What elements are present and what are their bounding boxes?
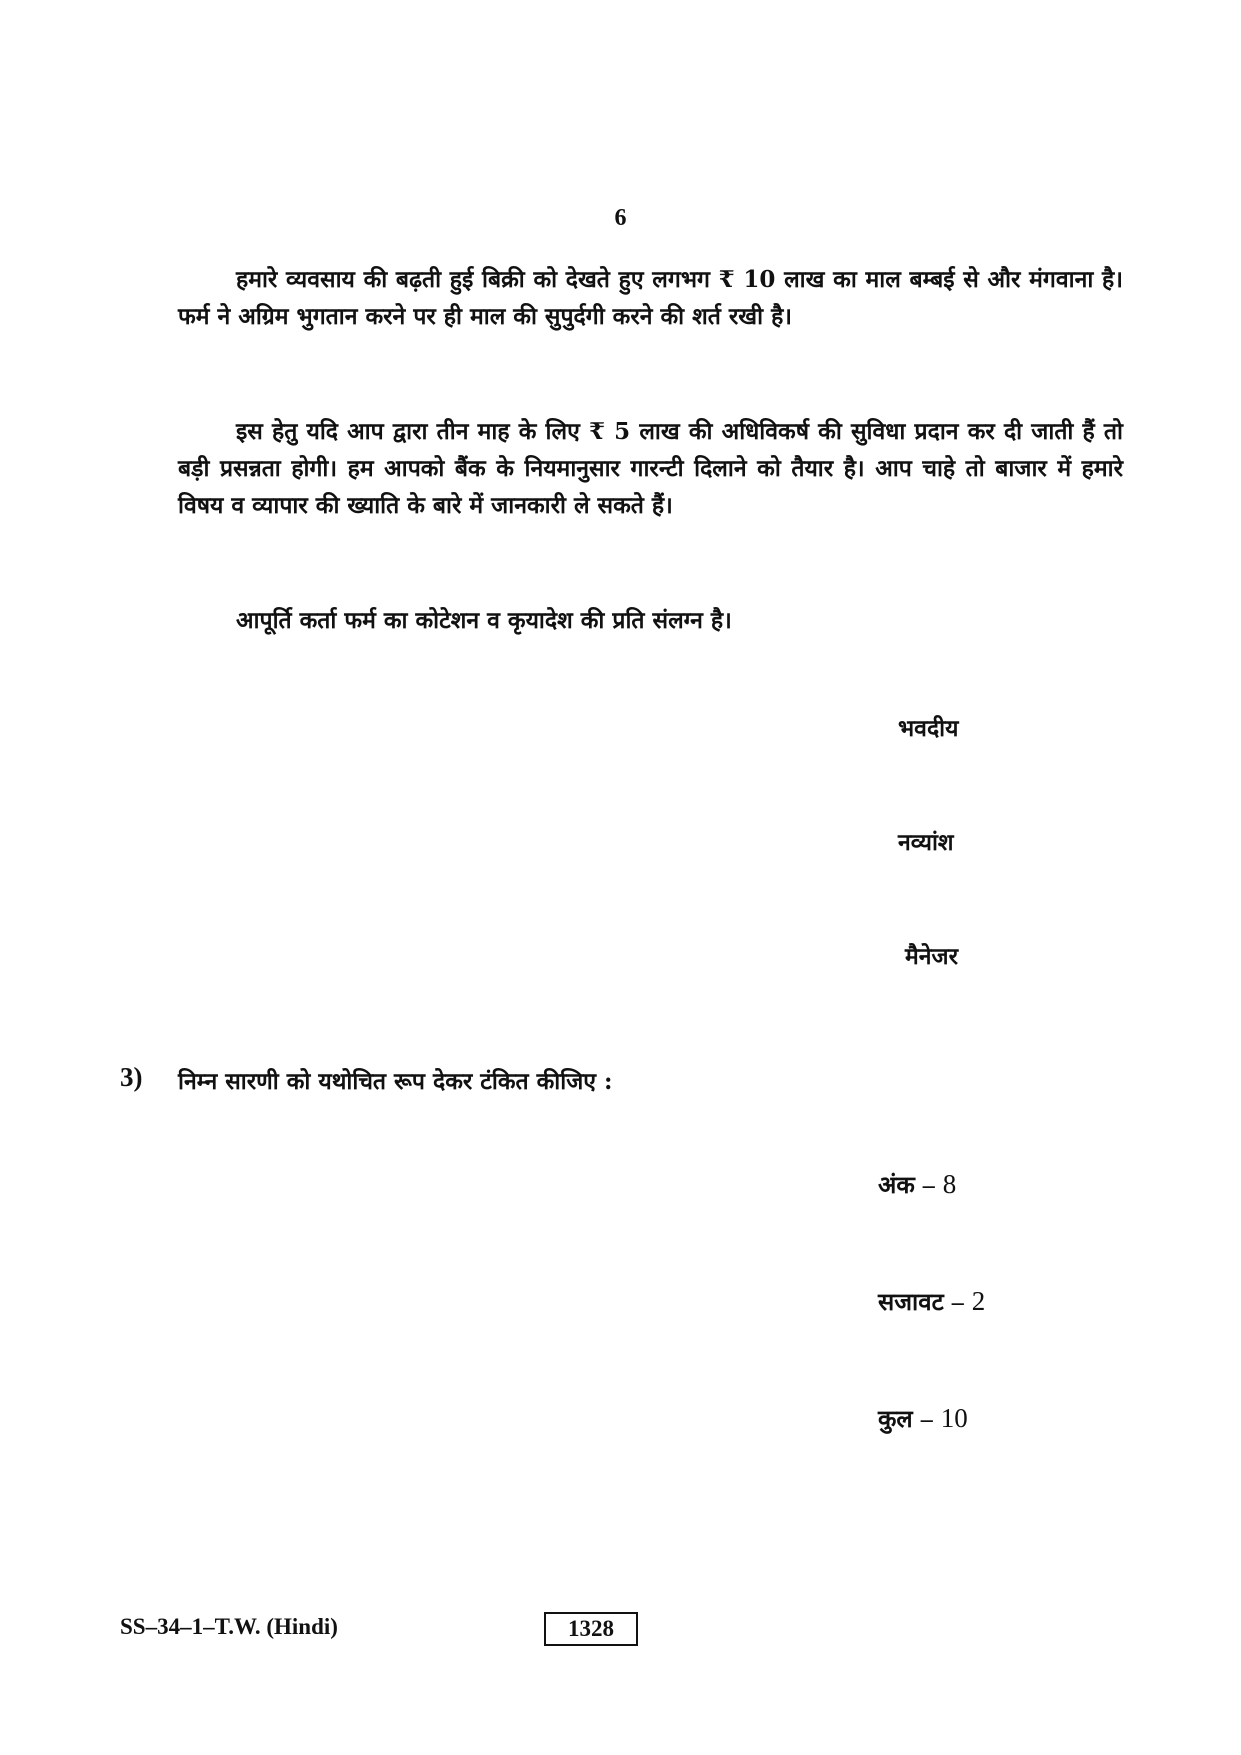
marks-value: 2: [971, 1286, 986, 1316]
marks-value: 10: [940, 1403, 968, 1433]
marks-row: कुल – 10: [878, 1403, 968, 1433]
letter-paragraph-1: हमारे व्यवसाय की बढ़ती हुई बिक्री को देखते हुए लगभग ₹ 10 लाख का माल बम्बई से और मंगवाना है। फर्म ने अग्रिम भुगतान करने पर ही माल की सुपुर्दगी करने की शर्त रखी है।: [178, 266, 1123, 330]
page-number: 6: [614, 205, 627, 231]
marks-label: सजावट: [878, 1287, 944, 1316]
letter-designation: मैनेजर: [905, 943, 958, 970]
marks-row: अंक – 8: [878, 1169, 957, 1199]
marks-row: सजावट – 2: [878, 1286, 986, 1316]
letter-paragraph-3: आपूर्ति कर्ता फर्म का कोटेशन व कृयादेश की प्रति संलग्न है।: [236, 607, 732, 634]
question-number: 3): [120, 1062, 143, 1092]
letter-paragraph-2: इस हेतु यदि आप द्वारा तीन माह के लिए ₹ 5 लाख की अधिविकर्ष की सुविधा प्रदान कर दी जाती हैं तो बड़ी प्रसन्नता होगी। हम आपको बैंक के नियमानुसार गारन्टी दिलाने को तैयार है। आप चाहे तो बाजार में हमारे विषय व व्यापार की ख्याति के बारे में जानकारी ले सकते हैं।: [178, 418, 1123, 519]
marks-label: कुल: [878, 1404, 913, 1433]
question-text: निम्न सारणी को यथोचित रूप देकर टंकित कीजिए :: [178, 1068, 613, 1095]
marks-value: 8: [942, 1169, 957, 1199]
footer-page-code: 1328: [544, 1612, 638, 1646]
footer-paper-code: SS–34–1–T.W. (Hindi): [120, 1614, 338, 1639]
marks-label: अंक: [878, 1170, 915, 1199]
letter-signatory: नव्यांश: [898, 829, 954, 856]
letter-closing: भवदीय: [898, 715, 959, 742]
